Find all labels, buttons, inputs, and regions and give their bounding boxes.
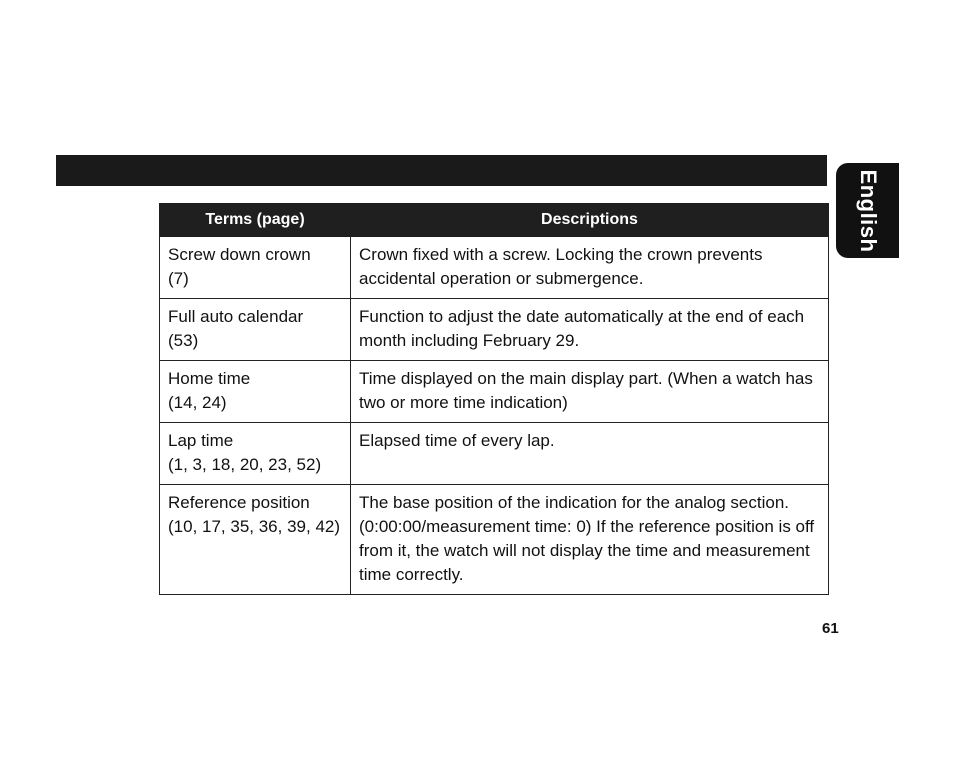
table-row xyxy=(160,299,829,361)
glossary-table xyxy=(159,203,829,595)
term-pages: (10, 17, 35, 36, 39, 42) xyxy=(168,517,341,536)
term-pages: (14, 24) xyxy=(168,393,227,412)
term-pages: (7) xyxy=(168,269,189,288)
description-cell: Elapsed time of every lap. xyxy=(351,423,829,485)
description-cell: Crown fixed with a screw. Locking the crown prevents accidental operation or submergence. xyxy=(351,237,829,299)
term-name: Lap time xyxy=(168,431,234,450)
term-name: Home time xyxy=(168,369,251,388)
term-pages: (1, 3, 18, 20, 23, 52) xyxy=(168,455,322,474)
table-row xyxy=(160,423,829,485)
language-tab xyxy=(836,163,899,258)
page-number: 61 xyxy=(822,620,839,637)
term-cell xyxy=(160,237,351,299)
term-cell xyxy=(160,485,351,595)
table-row xyxy=(160,237,829,299)
term-name: Full auto calendar xyxy=(168,307,304,326)
term-pages: (53) xyxy=(168,331,199,350)
section-header-bar xyxy=(56,155,827,186)
term-cell xyxy=(160,361,351,423)
table-row xyxy=(160,361,829,423)
term-name: Reference position xyxy=(168,493,310,512)
term-name: Screw down crown xyxy=(168,245,311,264)
term-cell xyxy=(160,299,351,361)
term-cell xyxy=(160,423,351,485)
description-cell: Time displayed on the main display part. (When a watch has two or more time indication) xyxy=(351,361,829,423)
language-tab-label: English xyxy=(855,169,881,252)
table-header-row xyxy=(160,204,829,237)
description-cell: The base position of the indication for the analog section. (0:00:00/measurement time: 0) If the reference position is off from it, the watch will not display the time and measurement time correctly. xyxy=(351,485,829,595)
table-row xyxy=(160,485,829,595)
column-header-terms: Terms (page) xyxy=(160,204,351,237)
column-header-descriptions: Descriptions xyxy=(351,204,829,237)
description-cell: Function to adjust the date automatically at the end of each month including February 29. xyxy=(351,299,829,361)
